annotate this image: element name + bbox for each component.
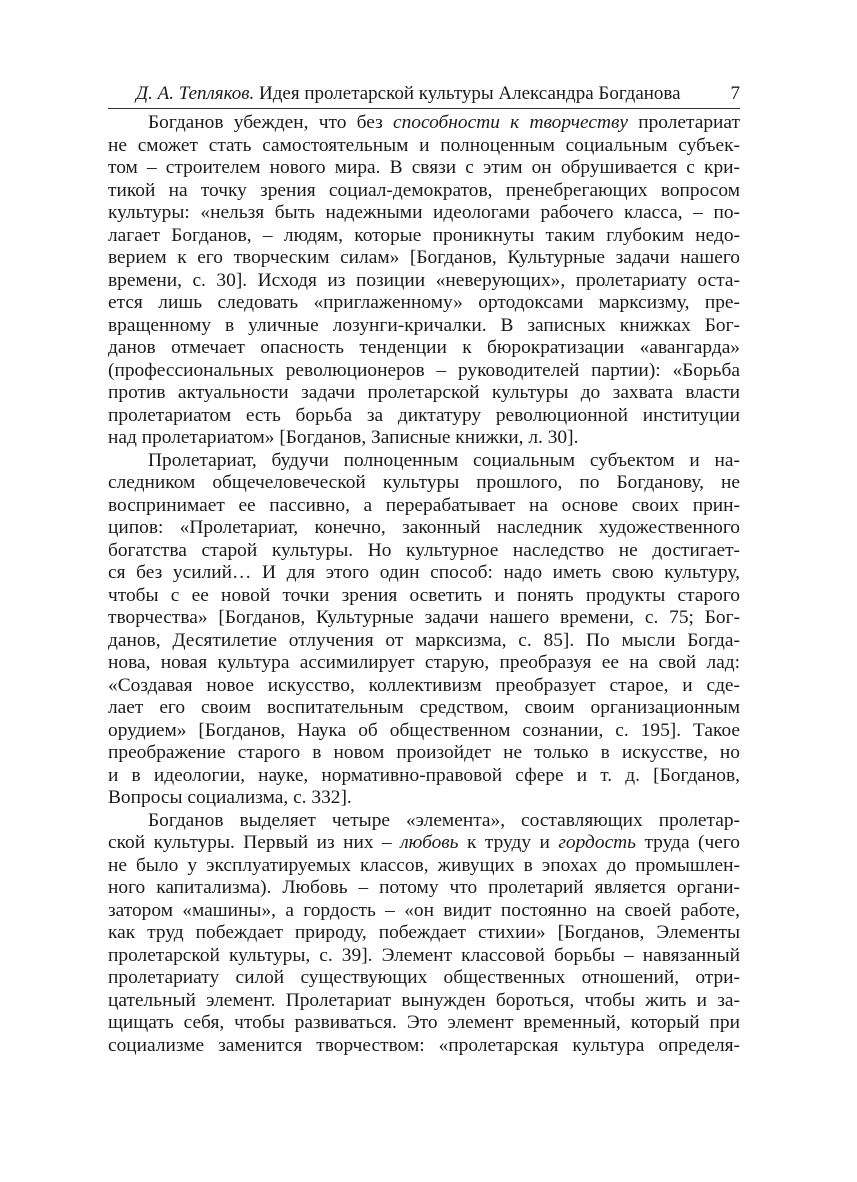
running-header [108,80,740,109]
text-run: над пролетариатом» [Богданов, Записные книжки, л. 30]. [108,427,579,448]
text-line [108,225,740,248]
text-line [108,450,740,473]
text-line [108,900,740,923]
text-run: ципов: «Пролетариат, конечно, законный наследник художественного [108,517,740,538]
text-line [108,652,740,675]
text-run: пролетарской культуры, с. 39]. Элемент классовой борьбы – навязанный [108,944,740,966]
text-line [108,720,740,743]
text-run: Пролетариат, будучи полноценным социальным субъектом и на- [148,449,740,471]
text-run: как труд побеждает природу, побеждает стихии» [Богданов, Элементы [108,922,740,943]
text-run: не было у эксплуатируемых классов, живущих в эпохах до промышлен- [108,854,740,876]
paragraph [108,450,740,810]
text-line [108,967,740,990]
italic-emphasis: способности к творчеству [392,112,628,133]
text-line [108,787,740,810]
header-title-block [136,80,681,108]
text-run: Богданов убежден, что без [148,112,393,133]
paragraph [108,112,740,450]
text-line [108,360,740,383]
text-line [108,742,740,765]
text-run: данов отмечает опасность тенденции к бюрократизации «авангарда» [108,337,740,358]
italic-emphasis: гордость [558,832,636,853]
text-run: том – строителем нового мира. В связи с этим он обрушивается с кри- [108,157,740,178]
text-run: культуры: «нельзя быть надежными идеологами рабочего класса, – по- [108,202,740,223]
text-run: ской культуры. Первый из них – [108,832,401,853]
text-line [108,180,740,203]
header-title: Идея пролетарской культуры Александра Богданова [259,83,681,104]
text-run: «Создавая новое искусство, коллективизм преобразует старое, и сде- [108,674,740,696]
text-run: ного капитализма). Любовь – потому что пролетарий является органи- [108,877,740,898]
text-run: цательный элемент. Пролетариат вынужден бороться, чтобы жить и за- [108,989,740,1011]
text-line [108,292,740,315]
text-run: творчества» [Богданов, Культурные задачи нашего времени, с. 75; Бог- [108,607,740,628]
text-line [108,832,740,855]
text-run: Богданов выделяет четыре «элемента», составляющих пролетар- [148,809,740,831]
text-run: лает его своим воспитательным средством, своим организационным [108,697,740,718]
text-run: нова, новая культура ассимилирует старую, преобразуя ее на свой лад: [108,652,740,673]
text-run: пролетариату силой существующих общественных отношений, отри- [108,967,740,988]
text-line [108,202,740,225]
text-run: чтобы с ее новой точки зрения осветить и понять продукты старого [108,584,740,606]
text-run: тикой на точку зрения социал-демократов, пренебрегающих вопросом [108,179,740,201]
text-run: пролетариатом есть борьба за диктатуру революционной институции [108,404,740,426]
text-run: данов, Десятилетие отлучения от марксизма, с. 85]. По мысли Богда- [108,629,740,651]
text-line [108,495,740,518]
text-run: и в идеологии, науке, нормативно-правовой сфере и т. д. [Богданов, [108,764,740,786]
text-run: к труду и [458,832,559,853]
text-run: ется лишь следовать «приглаженному» ортодоксами марксизму, пре- [108,292,740,313]
text-run: орудием» [Богданов, Наука об общественном сознании, с. 195]. Такое [108,719,740,741]
text-run: лагает Богданов, – людям, которые проникнуты таким глубоким недо- [108,224,740,246]
text-line [108,855,740,878]
header-author: Д. А. Тепляков. [136,83,255,104]
italic-emphasis: любовь [400,832,459,853]
text-line [108,810,740,833]
text-line [108,990,740,1013]
text-line [108,607,740,630]
text-line [108,945,740,968]
text-run: воспринимает ее пассивно, а перерабатывает на основе своих прин- [108,494,740,516]
text-run: (профессиональных революционеров – руководителей партии): «Борьба [108,359,740,381]
text-line [108,270,740,293]
text-run: социализме заменится творчеством: «пролетарская культура определя- [108,1034,740,1056]
text-line [108,540,740,563]
text-line [108,630,740,653]
text-line [108,247,740,270]
text-run: преображение старого в новом произойдет не только в искусстве, но [108,742,740,763]
text-line [108,405,740,428]
text-line [108,517,740,540]
text-line [108,135,740,158]
text-line [108,1012,740,1035]
text-run: щищать себя, чтобы развиваться. Это элемент временный, который при [108,1012,740,1033]
text-run: затором «машины», а гордость – «он видит постоянно на своей работе, [108,899,740,921]
text-run: ся без усилий… И для этого один способ: надо иметь свою культуру, [108,562,740,583]
text-line [108,112,740,135]
text-line [108,697,740,720]
text-line [108,472,740,495]
text-line [108,877,740,900]
text-run: Вопросы социализма, с. 332]. [108,787,352,808]
text-line [108,922,740,945]
text-run: против актуальности задачи пролетарской культуры до захвата власти [108,382,740,403]
text-line [108,1035,740,1058]
text-line [108,157,740,180]
text-line [108,765,740,788]
text-line [108,382,740,405]
text-run: богатства старой культуры. Но культурное наследство не достигает- [108,539,740,561]
text-line [108,337,740,360]
text-run: времени, с. 30]. Исходя из позиции «неверующих», пролетариату оста- [108,269,740,291]
text-run: труда (чего [636,832,740,853]
text-run: вращенному в уличные лозунги-кричалки. В записных книжках Бог- [108,314,740,336]
text-run: следником общечеловеческой культуры прошлого, по Богданову, не [108,472,740,493]
page-number: 7 [730,83,740,104]
paragraph [108,810,740,1058]
text-line [108,315,740,338]
text-line [108,675,740,698]
text-run: не сможет стать самостоятельным и полноценным социальным субъек- [108,134,740,156]
text-line [108,585,740,608]
text-run: пролетариат [628,112,740,133]
text-line [108,562,740,585]
text-line [108,427,740,450]
text-run: верием к его творческим силам» [Богданов, Культурные задачи нашего [108,247,740,268]
body-text [108,112,740,1057]
